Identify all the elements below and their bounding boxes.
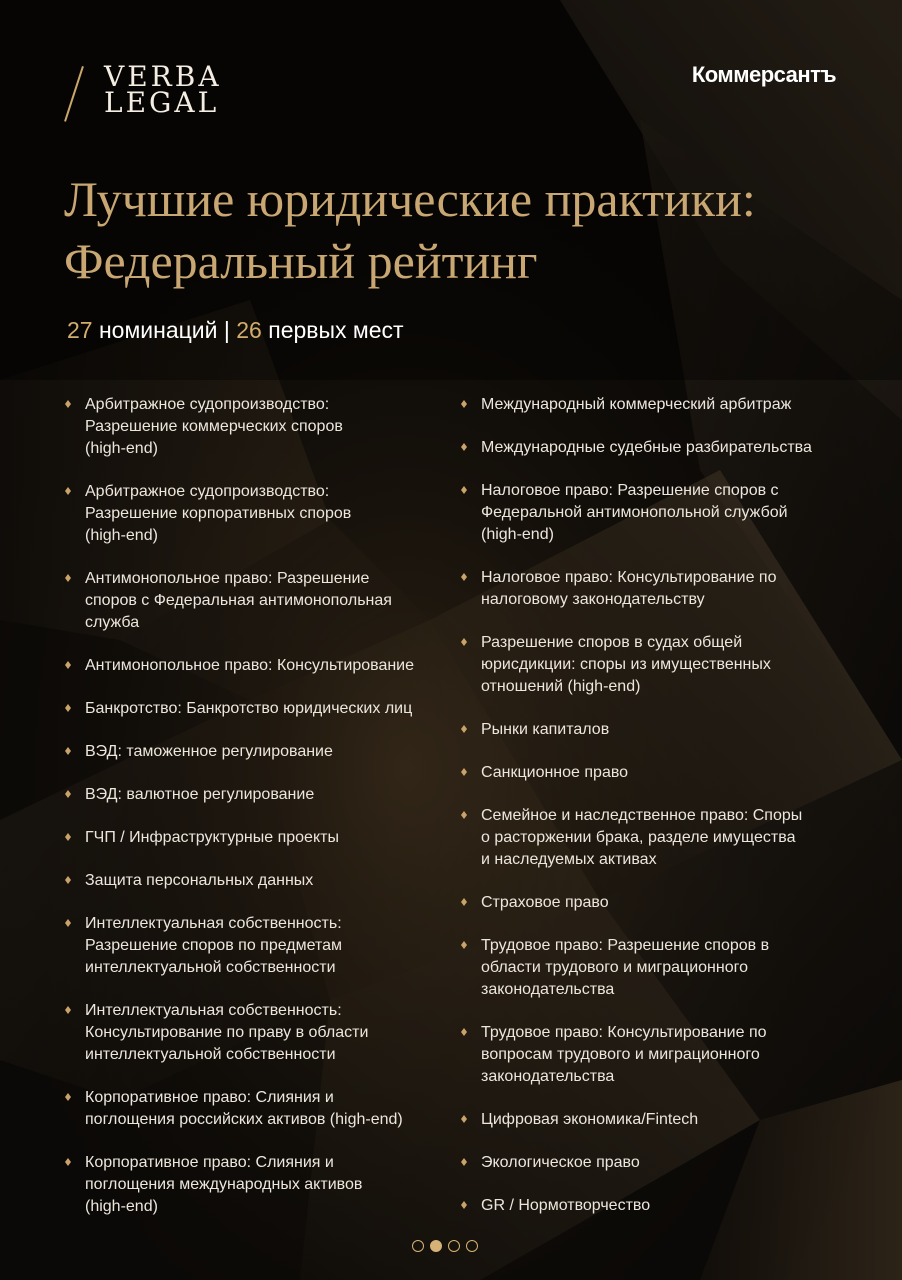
diamond-bullet-icon (461, 400, 467, 408)
list-item-line: налоговому законодательству (481, 591, 705, 608)
pagination-dot[interactable] (448, 1240, 460, 1252)
list-item (460, 567, 840, 611)
list-item-line: Антимонопольное право: Разрешение (85, 570, 370, 587)
diamond-bullet-icon (461, 1201, 467, 1209)
list-item-line: Федеральной антимонопольной службой (481, 504, 788, 521)
list-item (460, 632, 840, 698)
list-item-line: Международные судебные разбирательства (481, 439, 812, 456)
kommersant-logo: Коммерсантъ (691, 62, 836, 87)
diamond-bullet-icon (65, 1158, 71, 1166)
list-item (64, 655, 444, 677)
diamond-bullet-icon (65, 1006, 71, 1014)
logo-slash (64, 66, 84, 122)
subtitle-text-1: номинаций | (92, 317, 237, 343)
diamond-bullet-icon (65, 747, 71, 755)
list-item-line: ГЧП / Инфраструктурные проекты (85, 829, 339, 846)
logo-line-2: LEGAL (104, 86, 220, 119)
diamond-bullet-icon (65, 919, 71, 927)
diamond-bullet-icon (461, 573, 467, 581)
list-item-line: о расторжении брака, разделе имущества (481, 829, 796, 846)
list-item (64, 568, 444, 634)
pagination-dots (412, 1240, 478, 1252)
page-title (64, 168, 854, 292)
list-item-line: интеллектуальной собственности (85, 1046, 336, 1063)
nominations-count: 27 (67, 317, 93, 343)
diamond-bullet-icon (461, 725, 467, 733)
diamond-bullet-icon (461, 1158, 467, 1166)
list-item-line: (high-end) (481, 526, 554, 543)
list-item (64, 698, 444, 720)
list-item-line: Консультирование по праву в области (85, 1024, 369, 1041)
diamond-bullet-icon (461, 898, 467, 906)
list-item-line: Экологическое право (481, 1154, 640, 1171)
list-item (460, 1152, 840, 1174)
list-item-line: законодательства (481, 981, 615, 998)
diamond-bullet-icon (461, 941, 467, 949)
diamond-bullet-icon (65, 1093, 71, 1101)
diamond-bullet-icon (461, 443, 467, 451)
list-item-line: Разрешение споров по предметам (85, 937, 343, 954)
list-item-line: Разрешение корпоративных споров (85, 505, 352, 522)
list-item (64, 784, 444, 806)
title-line-1: Лучшие юридические практики: (64, 171, 756, 227)
list-item (64, 1087, 444, 1131)
diamond-bullet-icon (461, 811, 467, 819)
list-item-line: Трудовое право: Разрешение споров в (481, 937, 770, 954)
list-item (460, 805, 840, 871)
list-item-line: споров с Федеральная антимонопольная (85, 592, 392, 609)
list-item-line: Антимонопольное право: Консультирование (85, 657, 415, 674)
verba-legal-logo (64, 60, 264, 124)
list-item-line: Арбитражное судопроизводство: (85, 396, 330, 413)
list-item (460, 935, 840, 1001)
list-item-line: Налоговое право: Консультирование по (481, 569, 777, 586)
list-item (64, 870, 444, 892)
pagination-dot[interactable] (412, 1240, 424, 1252)
list-item (460, 719, 840, 741)
list-item-line: GR / Нормотворчество (481, 1197, 651, 1214)
list-item (64, 741, 444, 763)
list-item (64, 827, 444, 849)
list-item-line: отношений (high-end) (481, 678, 641, 695)
list-item-line: служба (85, 614, 140, 631)
diamond-bullet-icon (65, 704, 71, 712)
list-item-line: ВЭД: валютное регулирование (85, 786, 315, 803)
diamond-bullet-icon (65, 400, 71, 408)
title-line-2: Федеральный рейтинг (64, 233, 538, 289)
list-item-line: Арбитражное судопроизводство: (85, 483, 330, 500)
list-item-line: (high-end) (85, 440, 158, 457)
list-item-line: Трудовое право: Консультирование по (481, 1024, 767, 1041)
pagination-dot[interactable] (430, 1240, 442, 1252)
list-item (460, 480, 840, 546)
list-item (64, 1000, 444, 1066)
list-item-line: Рынки капиталов (481, 721, 610, 738)
diamond-bullet-icon (461, 1028, 467, 1036)
diamond-bullet-icon (461, 768, 467, 776)
list-item-line: юрисдикции: споры из имущественных (481, 656, 771, 673)
list-item (460, 1022, 840, 1088)
list-item-line: (high-end) (85, 1198, 158, 1215)
list-item-line: Семейное и наследственное право: Споры (481, 807, 803, 824)
list-item-line: (high-end) (85, 527, 158, 544)
list-item-line: Страховое право (481, 894, 609, 911)
list-item-line: Интеллектуальная собственность: (85, 915, 342, 932)
list-item-line: Корпоративное право: Слияния и (85, 1154, 334, 1171)
nominations-list-left (64, 394, 444, 1239)
pagination-dot[interactable] (466, 1240, 478, 1252)
diamond-bullet-icon (461, 638, 467, 646)
list-item (64, 913, 444, 979)
list-item-line: и наследуемых активах (481, 851, 657, 868)
list-item-line: Защита персональных данных (85, 872, 314, 889)
list-item-line: Банкротство: Банкротство юридических лиц (85, 700, 413, 717)
subtitle-text-2: первых мест (261, 317, 404, 343)
first-places-count: 26 (236, 317, 262, 343)
list-item-line: Корпоративное право: Слияния и (85, 1089, 334, 1106)
diamond-bullet-icon (65, 876, 71, 884)
list-item-line: законодательства (481, 1068, 615, 1085)
list-item-line: Разрешение коммерческих споров (85, 418, 343, 435)
diamond-bullet-icon (65, 574, 71, 582)
list-item (460, 437, 840, 459)
list-item-line: Интеллектуальная собственность: (85, 1002, 342, 1019)
list-item-line: поглощения российских активов (high-end) (85, 1111, 403, 1128)
logo-line-1: VERBA (104, 60, 222, 93)
nominations-list-right (460, 394, 840, 1238)
diamond-bullet-icon (65, 790, 71, 798)
list-item (64, 481, 444, 547)
list-item (64, 1152, 444, 1218)
list-item-line: Международный коммерческий арбитраж (481, 396, 792, 413)
subtitle (67, 317, 404, 344)
list-item-line: Санкционное право (481, 764, 629, 781)
list-item (460, 762, 840, 784)
list-item-line: поглощения международных активов (85, 1176, 363, 1193)
list-item (64, 394, 444, 460)
list-item (460, 1109, 840, 1131)
diamond-bullet-icon (65, 833, 71, 841)
list-item (460, 394, 840, 416)
list-item-line: ВЭД: таможенное регулирование (85, 743, 333, 760)
diamond-bullet-icon (65, 487, 71, 495)
list-item-line: Разрешение споров в судах общей (481, 634, 743, 651)
list-item-line: области трудового и миграционного (481, 959, 748, 976)
diamond-bullet-icon (461, 486, 467, 494)
list-item-line: Налоговое право: Разрешение споров с (481, 482, 779, 499)
logo-text (104, 60, 222, 119)
diamond-bullet-icon (461, 1115, 467, 1123)
list-item-line: интеллектуальной собственности (85, 959, 336, 976)
list-item-line: вопросам трудового и миграционного (481, 1046, 760, 1063)
list-item-line: Цифровая экономика/Fintech (481, 1111, 699, 1128)
list-item (460, 892, 840, 914)
diamond-bullet-icon (65, 661, 71, 669)
list-item (460, 1195, 840, 1217)
